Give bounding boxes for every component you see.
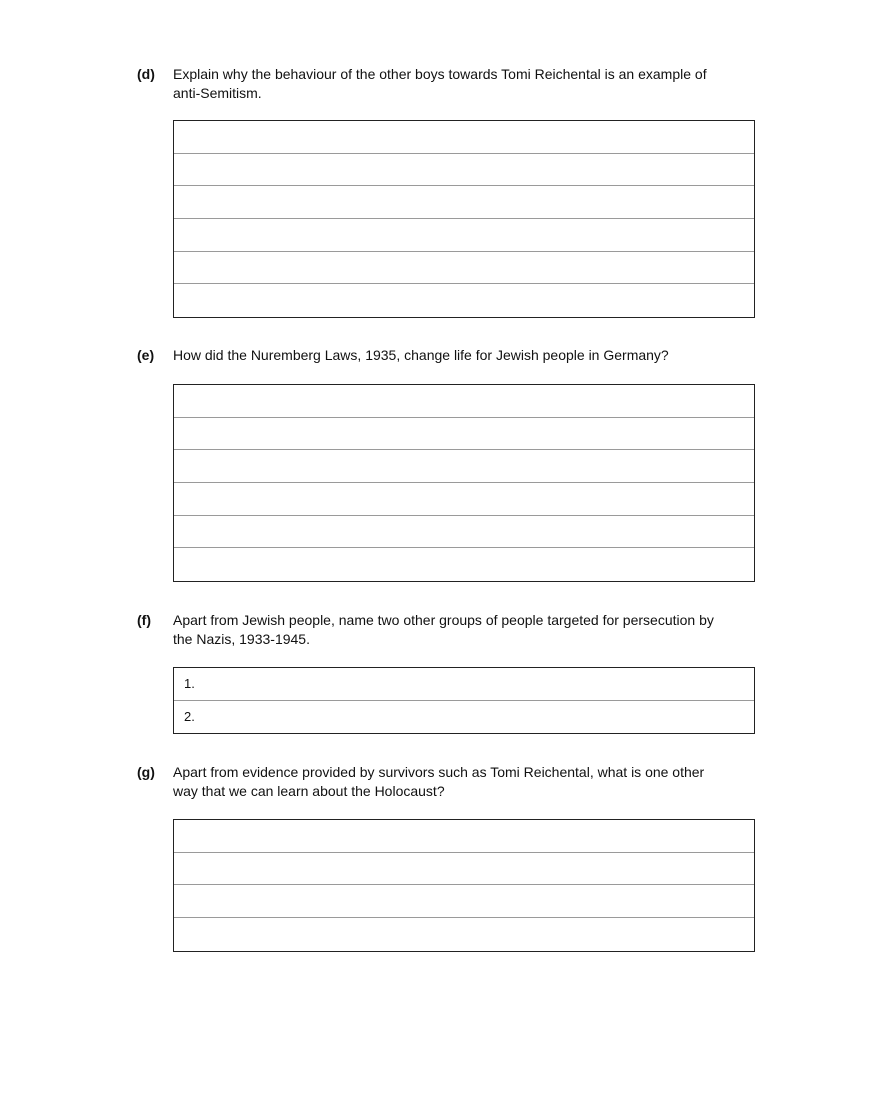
question-f (137, 611, 757, 724)
question-e (137, 346, 757, 365)
question-d (137, 65, 757, 103)
question-g-label: (g) (137, 764, 155, 780)
question-g-answer-line-2[interactable] (174, 853, 754, 886)
question-e-answer-line-4[interactable] (174, 483, 754, 516)
question-e-answer-line-3[interactable] (174, 450, 754, 483)
question-g-answer-box (173, 819, 755, 952)
question-d-answer-line-5[interactable] (174, 252, 754, 285)
question-d-header (137, 65, 757, 103)
question-e-answer-line-6[interactable] (174, 548, 754, 581)
question-d-answer-line-1[interactable] (174, 121, 754, 154)
question-g (137, 763, 757, 801)
question-d-label: (d) (137, 66, 155, 82)
question-f-header (137, 611, 757, 649)
question-g-answer-line-4[interactable] (174, 918, 754, 951)
question-d-answer-line-6[interactable] (174, 284, 754, 317)
question-f-answer-line-2[interactable]: 2. (184, 708, 195, 724)
question-d-answer-box (173, 120, 755, 318)
question-g-answer-line-1[interactable] (174, 820, 754, 853)
question-f-answer-line-1[interactable]: 1. (174, 668, 754, 701)
question-g-answer-line-3[interactable] (174, 885, 754, 918)
question-e-text: How did the Nuremberg Laws, 1935, change life for Jewish people in Germany? (173, 347, 669, 363)
question-d-answer-line-3[interactable] (174, 186, 754, 219)
question-d-answer-line-4[interactable] (174, 219, 754, 252)
question-e-answer-line-2[interactable] (174, 418, 754, 451)
question-f-answer-box (173, 667, 755, 734)
question-e-answer-line-5[interactable] (174, 516, 754, 549)
question-f-label: (f) (137, 612, 151, 628)
question-e-answer-line-1[interactable] (174, 385, 754, 418)
question-d-text: Explain why the behaviour of the other boys towards Tomi Reichental is an example of anti-Semitism. (173, 66, 707, 101)
question-e-label: (e) (137, 347, 155, 363)
question-f-text: Apart from Jewish people, name two other groups of people targeted for persecution by the Nazis, 1933-1945. (173, 612, 714, 647)
question-e-header (137, 346, 757, 365)
question-d-answer-line-2[interactable] (174, 154, 754, 187)
question-e-answer-box (173, 384, 755, 582)
question-g-text: Apart from evidence provided by survivors such as Tomi Reichental, what is one other way that we can learn about the Holocaust? (173, 764, 705, 799)
question-g-header (137, 763, 757, 801)
